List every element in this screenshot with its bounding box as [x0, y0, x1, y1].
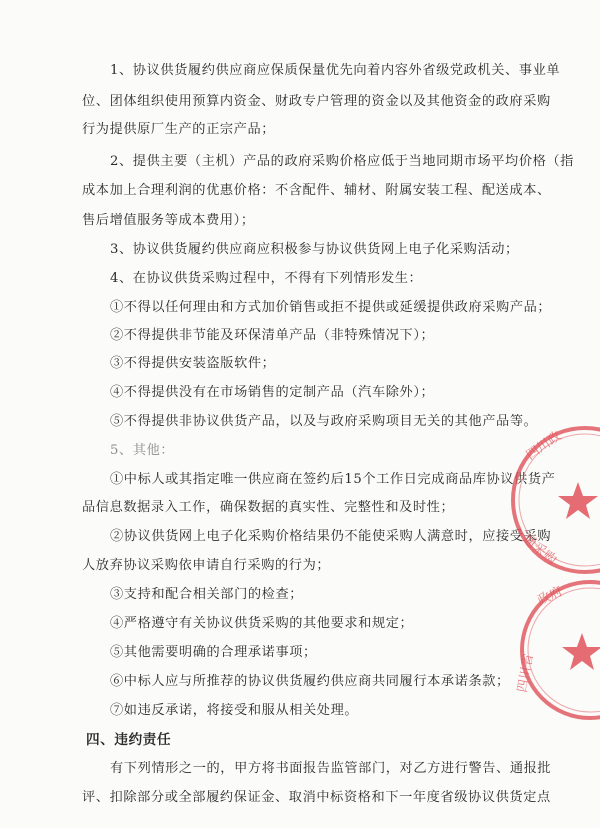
- text-line: ③不得提供安装盗版软件；: [110, 356, 276, 371]
- text-line: ①不得以任何理由和方式加价销售或拒不提供或延缓提供政府采购产品；: [110, 300, 552, 315]
- text-line: ②协议供货网上电子化采购价格结果仍不能使采购人满意时，应接受采购: [110, 529, 552, 544]
- text-line: 品信息数据录入工作，确保数据的真实性、完整性和及时性；: [82, 500, 455, 515]
- text-line: 3、协议供货履约供应商应积极参与协议供货网上电子化采购活动；: [110, 242, 519, 257]
- section-heading: 四、违约责任: [86, 732, 172, 748]
- text-line: 2、提供主要（主机）产品的政府采购价格应低于当地同期市场平均价格（指: [110, 154, 574, 169]
- text-line: ⑥中标人应与所推荐的协议供货履约供应商共同履行本承诺条款；: [110, 674, 510, 689]
- svg-text:四川省: 四川省: [515, 652, 537, 694]
- text-line: ⑦如违反承诺，将接受和服从相关处理。: [110, 703, 359, 718]
- text-line: 行为提供原厂生产的正宗产品；: [82, 122, 276, 137]
- text-line: 5、其他：: [110, 443, 175, 458]
- svg-text:通采购: 通采购: [519, 531, 559, 569]
- text-line: ⑤不得提供非协议供货产品，以及与政府采购项目无关的其他产品等。: [110, 414, 538, 429]
- text-line: ②不得提供非节能及环保清单产品（非特殊情况下）；: [110, 328, 435, 343]
- svg-text:四川政: 四川政: [523, 428, 565, 464]
- text-line: ①中标人或其指定唯一供应商在签约后15个工作日完成商品库协议供货产: [110, 472, 556, 487]
- text-line: ⑤其他需要明确的合理承诺事项；: [110, 645, 317, 660]
- text-line: ④不得提供没有在市场销售的定制产品（汽车除外）；: [110, 385, 435, 400]
- text-line: 4、在协议供货采购过程中，不得有下列情形发生：: [110, 271, 423, 286]
- text-line: 售后增值服务等成本费用）；: [82, 213, 255, 228]
- text-line: 评、扣除部分或全部履约保证金、取消中标资格和下一年度省级协议供货定点: [82, 790, 551, 805]
- text-line: 有下列情形之一的，甲方将书面报告监管部门，对乙方进行警告、通报批: [110, 761, 552, 776]
- text-line: ④严格遵守有关协议供货采购的其他要求和规定；: [110, 616, 414, 631]
- text-line: 人放弃协议采购依申请自行采购的行为；: [82, 558, 331, 573]
- text-line: ③支持和配合相关部门的检查；: [110, 587, 304, 602]
- text-line: 位、团体组织使用预算内资金、财政专户管理的资金以及其他资金的政府采购: [82, 94, 551, 109]
- text-line: 成本加上合理利润的优惠价格：不含配件、辅材、附属安装工程、配送成本、: [82, 183, 551, 198]
- text-line: 1、协议供货履约供应商应保质保量优先向着内容外省级党政机关、事业单: [110, 63, 561, 78]
- svg-text:政府: 政府: [535, 584, 566, 609]
